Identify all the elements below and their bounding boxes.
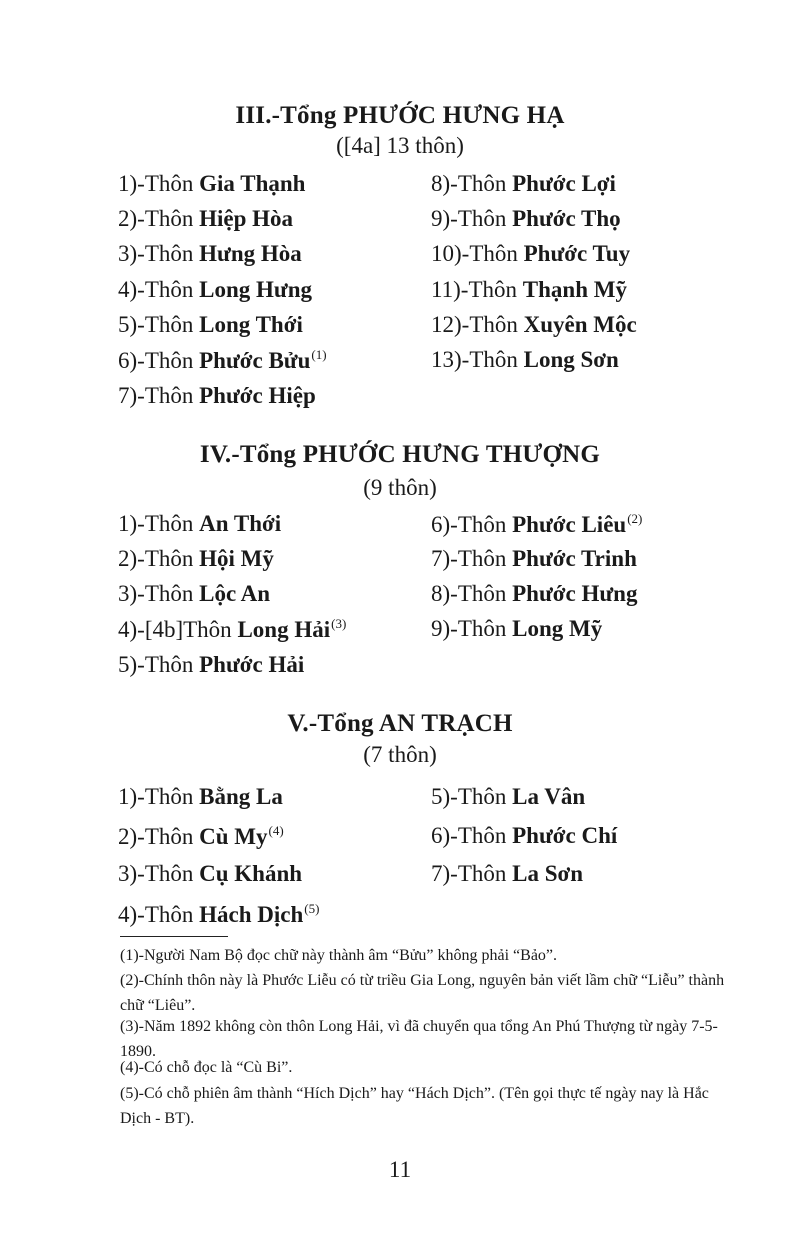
section-3-entry: 13)-Thôn Long Sơn xyxy=(431,347,619,372)
section-4-entry: 7)-Thôn Phước Trinh xyxy=(431,546,637,571)
section-4-entry: 1)-Thôn An Thới xyxy=(118,511,282,536)
section-3-entry: 6)-Thôn Phước Bửu$^{(1)}$ xyxy=(118,347,327,373)
page-number: 11 xyxy=(388,1157,412,1182)
section-3-entry: 2)-Thôn Hiệp Hòa xyxy=(118,206,294,231)
footnote-ref: (2) xyxy=(627,511,643,526)
footnote: (2)-Chính thôn này là Phước Liễu có từ triều Gia Long, nguyên bản viết lầm chữ “Liễu” thành chữ “Liêu”. xyxy=(120,972,725,1014)
section-4-entry: 4)-[4b]Thôn Long Hải$^{(3)}$ xyxy=(118,616,347,642)
section-3-entry: 1)-Thôn Gia Thạnh xyxy=(118,171,306,196)
section-3-entry: 7)-Thôn Phước Hiệp xyxy=(118,383,316,408)
footnote-ref: (4) xyxy=(268,823,284,838)
section-5-entry: 3)-Thôn Cụ Khánh xyxy=(118,861,303,886)
section-3-entry: 11)-Thôn Thạnh Mỹ xyxy=(431,277,627,302)
section-3-title: III.-Tổng PHƯỚC HƯNG HẠ xyxy=(235,102,565,129)
footnote-ref: (3) xyxy=(331,616,347,631)
section-5-subtitle: (7 thôn) xyxy=(363,742,437,767)
section-3-entry: 3)-Thôn Hưng Hòa xyxy=(118,241,302,266)
section-3-entry: 4)-Thôn Long Hưng xyxy=(118,277,312,302)
section-3-entry: 10)-Thôn Phước Tuy xyxy=(431,241,631,266)
section-3-entry: 12)-Thôn Xuyên Mộc xyxy=(431,312,637,337)
footnote: (1)-Người Nam Bộ đọc chữ này thành âm “Bửu” không phải “Bảo”. xyxy=(120,947,558,964)
section-5-entry: 5)-Thôn La Vân xyxy=(431,784,586,809)
section-4-entry: 6)-Thôn Phước Liêu$^{(2)}$ xyxy=(431,511,643,537)
section-5-entry: 4)-Thôn Hách Dịch$^{(5)}$ xyxy=(118,901,320,927)
footnote: (4)-Có chỗ đọc là “Cù Bi”. xyxy=(120,1059,293,1076)
section-3-subtitle: ([4a] 13 thôn) xyxy=(336,133,464,158)
footnote-divider xyxy=(120,936,228,937)
section-5-entry: 7)-Thôn La Sơn xyxy=(431,861,584,886)
footnote: (5)-Có chỗ phiên âm thành “Hích Dịch” hay “Hách Dịch”. (Tên gọi thực tế ngày nay là Hắc Dịch - BT). xyxy=(120,1085,709,1127)
section-5-title: V.-Tổng AN TRẠCH xyxy=(287,710,513,737)
section-3-entry: 8)-Thôn Phước Lợi xyxy=(431,171,616,196)
section-4-title: IV.-Tổng PHƯỚC HƯNG THƯỢNG xyxy=(199,441,601,468)
section-4-entry: 9)-Thôn Long Mỹ xyxy=(431,616,603,641)
section-3-entry: 5)-Thôn Long Thới xyxy=(118,312,303,337)
section-4-entry: 8)-Thôn Phước Hưng xyxy=(431,581,638,606)
footnote: (3)-Năm 1892 không còn thôn Long Hải, vì đã chuyển qua tổng An Phú Thượng từ ngày 7-5-1890. xyxy=(120,1018,718,1060)
section-5-entry: 6)-Thôn Phước Chí xyxy=(431,823,618,848)
footnote-ref: (5) xyxy=(304,901,320,916)
section-3-entry: 9)-Thôn Phước Thọ xyxy=(431,206,621,231)
section-4-subtitle: (9 thôn) xyxy=(363,475,437,500)
section-4-entry: 3)-Thôn Lộc An xyxy=(118,581,271,606)
section-5-entry: 1)-Thôn Bằng La xyxy=(118,784,283,809)
section-4-entry: 2)-Thôn Hội Mỹ xyxy=(118,546,274,571)
footnote-ref: (1) xyxy=(311,347,327,362)
section-4-entry: 5)-Thôn Phước Hải xyxy=(118,652,305,677)
section-5-entry: 2)-Thôn Cù My$^{(4)}$ xyxy=(118,823,284,849)
